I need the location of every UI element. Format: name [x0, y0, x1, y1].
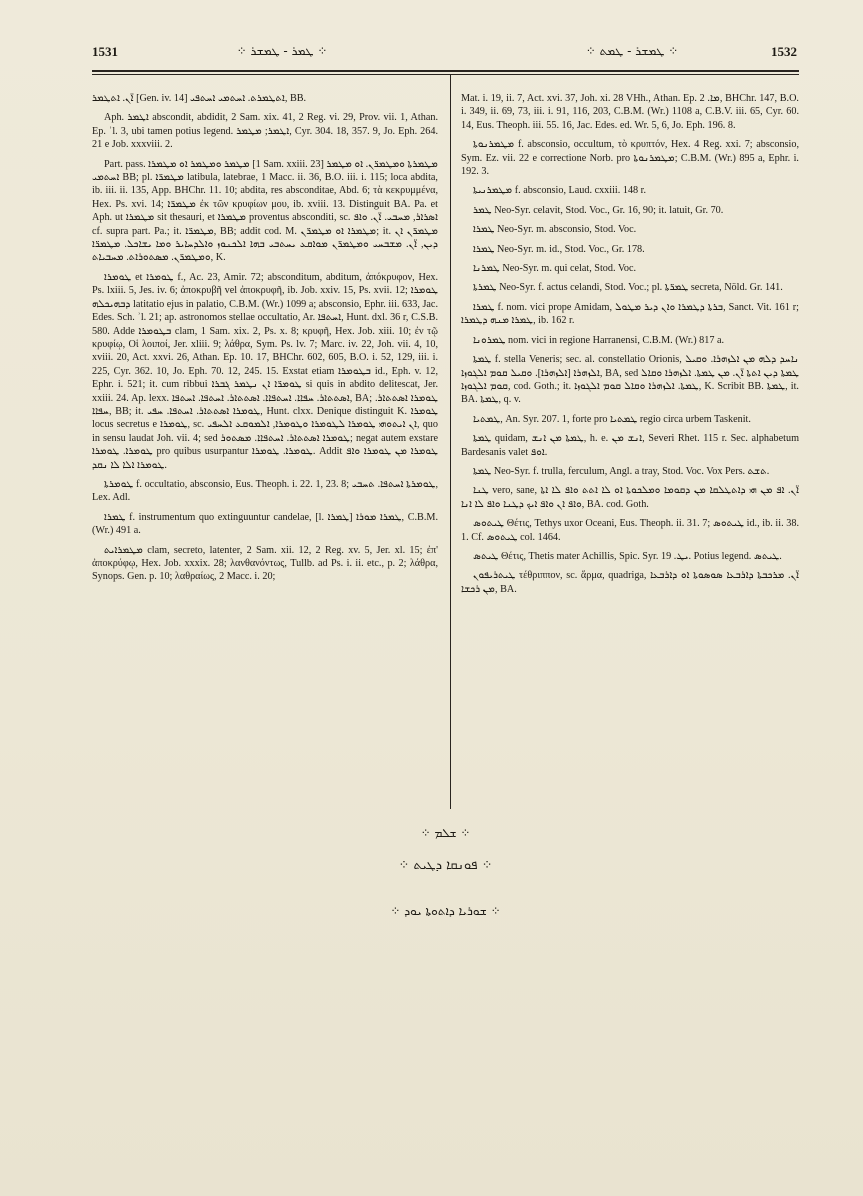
- dictionary-entry: ܛܡܬܐ f. stella Veneris; sec. al. constellatio Orionis, ܢܐܚܕ ܕܠܗ ܡܢ ܐܠܙܗܪܐ. ܘܩܝܠ ܐܠܙܗܪܐ [ܐܠܙܗܪܐ]. ܘܩܝܠ ܩܘܡ ܐܠܓܘܙܐ, BA, sed ܛܡܬܐ ܕܝܢ ܐܬܬܐ ܐ̈ܢ. ܡܢ ܛܡܬܐ. ܐܠܙܗܪܐ ܘܩܐܠ ܩܘܡ ܐܠܓܘܙܐ, cod. Goth.; it. ܛܡܬܐ. ܐܠܙܗܪܐ ܘܩܐܠ ܩܘܡ ܐܠܓܘܙܐ, K. Scribit BB. ܛܡܬܐ, it. BA. ܛܡܬܐ, q. v.: [461, 354, 799, 406]
- running-head-left: ⁘ ܛܡܪ - ܛܡܫܪ ⁘: [236, 44, 328, 58]
- dictionary-entry: ܛܡܪܐ f. nom. vici prope Amidam, ܒܪܬܐ ܕܛܡܪܐ ܘܐܢ ܕܝܪ ܡܛܘܠ, Sanct. Vit. 161 r; ܛܡܪܐ ܡܢܗ ܕܛܡܪܐ, ib. 162 r.: [461, 301, 799, 327]
- dictionary-entry: ܡܛܡܪܢܝܬܐ f. absconsio, Laud. cxxiii. 148 r.: [473, 185, 647, 197]
- dictionary-entry: ܛܡܪܢܐ Neo-Syr. m. qui celat, Stod. Voc.: [473, 263, 637, 275]
- dictionary-entry: ܛܝܬܪܝܦܘܢ τέθριππον, sc. ἅρμα, quadriga, ܐ̈ܢ. ܡܪܟܒܬܐ ܕܐܪܒܥܐ ܣܘܣܘܬܐ ܐܘ ܕܐܪܒܥܐ ܡܢ ܪܟܫܐ, BA.: [461, 570, 799, 595]
- dictionary-entry: ܛܡܪܘܢܐ nom. vici in regione Harranensi, C.B.M. (Wr.) 817 a.: [473, 334, 725, 346]
- page-header: [92, 38, 797, 68]
- dictionary-entry: ܛܡܪܐ Neo-Syr. m. id., Stod. Voc., Gr. 178.: [473, 243, 645, 255]
- dictionary-entry: ܛܘܡܪܬܐ f. occultatio, absconsio, Eus. Theoph. i. 22. 1, 23. 8; ܛܘܡܪܬܐ ܐܚܬܦܐ. ܬܚܒܝ, Lex. Adl.: [92, 478, 438, 504]
- dictionary-entry: ܛܘܡܪܐ et ܛܘܡܪܐ f., Ac. 23, Amir. 72; absconditum, abditum, ἀπόκρυφον, Hex. Ps. lxiii. 5, Jes. iv. 6; ἀποκρυβῆ vel ἀποκρυφῆ, ib. Job. xxiv. 15, Ps. xvii. 12; ܛܘܡܪܐ ܕܒܗܝܟܠܗ latitatio ejus in palatio, C.B.M. (Wr.) 1099 a; absconsio, Ephr. iii. 633, Jac. Edes. Sch. ʾl. 21; ap. astronomos stellae occultatio, Ar. ܐܚܬܦܐ, Hunt. dxl. 36 r, C.S.B. 580. Adde ܒܛܘܡܪܐ clam, 1 Sam. xix. 2, Ps. x. 8; κρυφῆ, Hex. Job. xiii. 10; ἐν τῷ κρυφίῳ, Οἱ λοιποί, Jer. xliii. 9; λάθρα, Sym. Ps. lv. 7; Marc. iv. 22, Joh. vii. 4, 10, xviii. 20, Act. xxvi. 26, Athan. Ep. 10. 17, BHChr. 602, 605, B.O. i. 52, 129, iii. i. 225, Cyr. 362. 10, Jo. Eph. 70. 12, 245. 15. Exstat etiam ܒܛܘܡܪܐ id., Eph. v. 12, Ephr. i. 521; it. cum ribbui ܛܘܡܪ̈ܐ ܐܢ ܢܛܡܪ ܓܒܪܐ si quis in abdito delitescat, Jer. xxiii. 24. Ap. lexx. ܐܣܬܬܐܪ. ܚܦܐܐ. ܐܚܬܦܐܐ. ܐܣܬܬܐܪ. ܐܚܬܦܐ. ܐܚܬܦܐ, BA; ܛܘܡܪܐ ܐܣܬܬܐܪ. ܚܦܐܐ, BB; it. ܛܘܡܪܐ ܐܣܬܬܐܪ. ܐܚܬܦܐ. ܚܦܝ, Hunt. clxx. Denique distinguit K. ܛܘܡܪܐ locus secretus e ܛܘܡܪܐ, sc. ܐܢ ܐܝܬܘܗܝ ܛܘܡܪܐ ܠܛܘܡܪܐ ܘܛܘܡܪܐ, ܐܠܡܘܩܥ ܐܠܚܦܝ, quo in sensu laudat Joh. vii. 4; sed ܛܘܡܪܐ ܐܣܬܬܐܪ. ܐܚܬܦܐܐ. ܡܣܬܘܪ; negat autem exstare ܛܘܡܪܐ. ܛܘܡܪܐ pro quibus usurpantur ܛܘܡܪܐ. ܛܘܡܪܐ. Addit ܛܘܡܪܐ ܡܢ ܛܘܡܪܐ ܘܐܦ ܛܘܡܪܐ ܐܠܐ ܠܐ ܢܩܕ.: [92, 271, 439, 471]
- running-head-right: ⁘ ܛܡܫܪ - ܛܡܬ ⁘: [585, 44, 679, 58]
- dictionary-entry: Aph. ܐܛܡܪ abscondit, abdidit, 2 Sam. xix. 41, 2 Reg. vi. 29, Prov. vii. 1, Athan. Ep. ʾl. 3, ubi tamen potius legend. ܐܛܡܪ; ܡܛܡܪ, Cyr. 304. 18, 357. 9, Jo. Eph. 264. 21 e Job. xxxviii. 2.: [92, 112, 439, 151]
- left-column: [92, 92, 438, 590]
- dictionary-entry: ܐ̈ܢ. ܐܬܛܡܪ [Gen. iv. 14] ܐܬܛܡܪܬ. ܐܚܬܡܝ ܐܚܬܦܝ, BB.: [92, 93, 307, 104]
- dictionary-entry: ܛܡܪ Neo-Syr. celavit, Stod. Voc., Gr. 16, 90; it. latuit, Gr. 70.: [473, 204, 724, 216]
- dictionary-entry: ܛܝܬܘܣ Θέτις, Tethys uxor Oceani, Eus. Theoph. ii. 31. 7; ܛܝܬܘܣ id., ib. ii. 38. 1. Cf. ܛܝܬܘܣ col. 1464.: [461, 518, 800, 543]
- dictionary-entry: ܛܡܪܐ Neo-Syr. m. absconsio, Stod. Voc.: [473, 224, 637, 236]
- dictionary-entry: ܛܢܐ vero, sane, ܐ̈ܢ. ܐܦ ܡܢ ܗܝ ܕܐܬܛܠܩܐ ܡܢ ܕܩܘܡܐ ܘܡܠܟܘܬܐ ܐܘ ܠܐ ܐܬܬ ܘܐܦ ܠܐ ܐܬܐ ܘܐܦ ܐܢ ܘܐܦ ܐܝܟ ܕܛܢܐ ܘܐܦ ܠܐ ܐܢܐ, BA. cod. Goth.: [461, 485, 799, 510]
- dictionary-entry: ܛܡܬܐ Neo-Syr. f. trulla, ferculum, Angl. a tray, Stod. Voc. Vox Pers. ܬܫܬ.: [473, 465, 770, 477]
- dictionary-entry: Part. pass. ܡܛܡܪ ܘܡܛܡܪ ܐܘ ܡܛܡܪܐ [1 Sam. xxiii. 23] ܡܛܡܪܬܐ ܘܡܛܡܪ̈ܢ. ܐܘ ܡܛܡܪ ܐܚܬܡܝ BB; pl. ܡܛܡܪ̈ܐ latibula, latebrae, 1 Macc. ii. 36, B.O. iii. i. 115; loca abdita, ib. iii. ii. 135, App. BHChr. 11. 10; abdita, res absconditae, Abd. 6; τὰ κεκρυμμένα, Hex. Ps. xvi. 14; ܡܛܡܪ̈ܐ ἐκ τῶν κρυφίων μου, ib. xviii. 13. Distinguit BA. Pa. et Aph. ut ܡܛܡܪܐ sit thesauri, et ܡܛܡܪܐ proventus absconditi, sc. ܐܣܪܐܪ, ܡܚܒܝ. ܐ̈ܢ. ܘܐܦ cf. supra part. Pa.; it. ܡܛܡܪ̈ܐ, BB; addit cod. M. ܡܛܡܪܐ ܐܘ ܡܛܡܪ̈ܢ; it. ܡܛܡܪ̈ܢ ܐܢ ܕܝܢ, ܐ̈ܢ. ܡܫܒܚܝ ܘܡܛܡܪ̈ܢ ܡܘܐܩܥ ܝܚܬܒܝ ܒܗܐ ܐܠܟܢܘܙ ܘܐܠܕܚܐܝܪ ܘܡܐ ܝܫܐܟܠ. ܡܛܡܪ̈ܐ ܘܡܛܡܪ̈ܢ. ܡܣܬܘܪܐܬ. ܡܚܒܝܐܬ, K.: [92, 158, 439, 264]
- section-end-title: ⁘ ܦܘܢܩܐ ܕܛܝܬ ⁘: [398, 858, 493, 873]
- dictionary-entry: ܛܡܪܐ f. instrumentum quo extinguuntur candelae, [l. ܛܡܪܐ] ܛܡܪܐ ܡܘܪܐ, C.B.M. (Wr.) 491 a.: [92, 511, 438, 537]
- dictionary-entry: ܛܡܬܝܐ, An. Syr. 207. 1, forte pro ܛܡܬܝܐ regio circa urbem Taskenit.: [473, 413, 751, 425]
- dictionary-entry: ܛܡܬܐ quidam, ܛܡܬܐ ܡܢ ܐܢܫ, h. e. ܐܢܫ ܡܢ, Severi Rhet. 115 r. Sec. alphabetum Bardesanis valet ܐܘܦ.: [461, 433, 799, 458]
- dictionary-entry: Mat. i. 19, ii. 7, Act. xvi. 37, Joh. xi. 28 VHh., Athan. Ep. ܡܐ. 2, BHChr. 147, B.O. i. 349, ii. 69, 73, iii. i. 91, 116, 203, C.B.M. (Wr.) 1108 a, C.B.V. iii. 65, Cyr. 60. 14, Eus. Theoph. iii. 55. 16, Jac. Edes. ed. Wr. 5, 6, Jo. Eph. 196. 8.: [461, 93, 799, 131]
- dictionary-entry: ܡܛܡܪܢܘܬܐ f. absconsio, occultum, τὸ κρυπτόν, Hex. 4 Reg. xxi. 7; absconsio, Sym. Ez. vii. 22 e correctione Norb. pro ܡܛܡܪܢܘܬܐ; C.B.M. (Wr.) 895 a, Ephr. i. 192. 3.: [461, 139, 799, 178]
- dictionary-entry: ܡܛܡܪܐܝܬ clam, secreto, latenter, 2 Sam. xii. 12, 2 Reg. xv. 5, Jer. xl. 15; ἐπ' ἀποκρύφῳ, Hex. Job. xxxix. 28; λανθανόντως, Tullb. ad Ps. i. ii. etc., p. 2; λάθρα, Synops. Gen. p. 10; λαθραίως, 2 Macc. i. 20;: [92, 544, 438, 583]
- dictionary-entry: ܛܡܪܬܐ Neo-Syr. f. actus celandi, Stod. Voc.; pl. ܛܡܪ̈ܬܐ secreta, Nöld. Gr. 141.: [473, 282, 783, 294]
- dictionary-entry: ܛܝܬܣ Θέτις, Thetis mater Achillis, Spic. Syr. ܝܛ. 19. Potius legend. ܛܝܬܣ.: [473, 550, 782, 562]
- page-number-left: 1531: [92, 44, 118, 59]
- page-number-right: 1532: [771, 44, 797, 59]
- column-divider: [450, 74, 451, 809]
- header-rule-thin: [92, 74, 799, 75]
- end-mark: ⁘ ܫܠܡ ⁘: [420, 826, 471, 840]
- next-section-title: ⁘ ܫܘܪܝܐ ܕܐܬܘܬܐ ܝܘܕ ⁘: [390, 904, 501, 918]
- right-column: [461, 92, 799, 602]
- header-rule: [92, 70, 799, 72]
